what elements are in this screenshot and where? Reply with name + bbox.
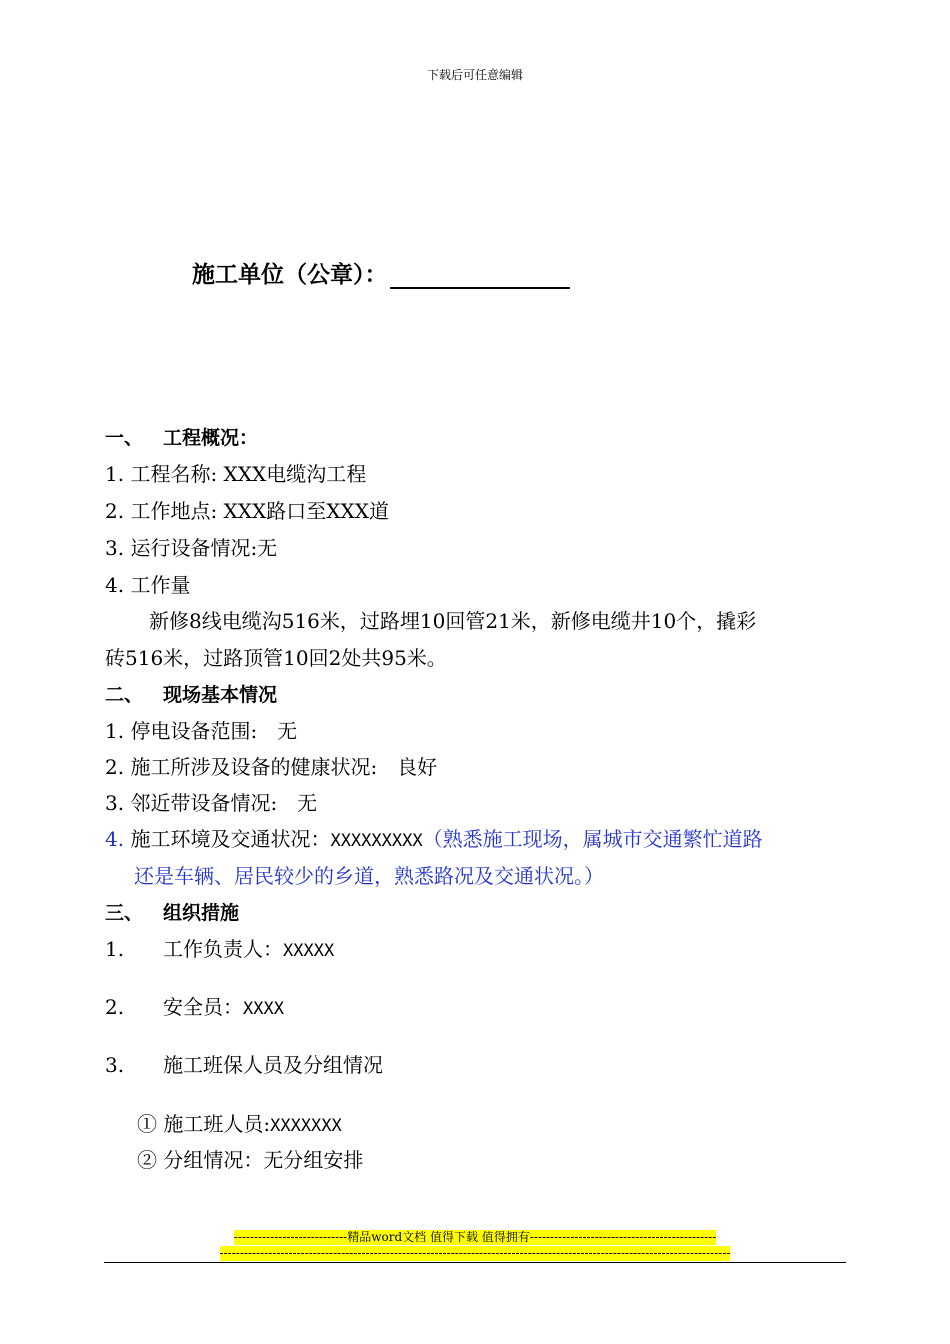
sub-value: XXXXXXX — [270, 1116, 342, 1136]
item-label: 工作负责人： — [163, 937, 283, 961]
item-number: 2. — [105, 995, 125, 1019]
item-note: （熟悉施工现场，属城市交通繁忙道路 — [422, 827, 763, 851]
item-value: XXXX — [243, 999, 284, 1019]
item-number: 3. — [105, 1053, 125, 1077]
section-number: 二、 — [105, 684, 144, 706]
footer-banner-text: ----------------------------精品word文档 值得下载 值得拥有---------------------------------------------- — [233, 1230, 717, 1244]
overview-item-running-equipment: 3. 运行设备情况:无 — [105, 536, 278, 560]
site-item-environment-traffic — [105, 825, 763, 855]
overview-item-location: 2. 工作地点: XXX路口至XXX道 — [105, 499, 389, 523]
footer-rule — [104, 1262, 846, 1263]
sub-label: ① 施工班人员: — [137, 1112, 271, 1136]
item-label: 安全员： — [163, 995, 243, 1019]
workload-description-line2: 砖516米，过路顶管10回2处共95米。 — [105, 646, 447, 670]
org-sub-grouping: ② 分组情况：无分组安排 — [137, 1148, 364, 1172]
site-item-equipment-health: 2. 施工所涉及设备的健康状况: 良好 — [105, 755, 438, 779]
org-item-work-leader — [105, 935, 334, 965]
seal-blank-underline — [390, 260, 570, 289]
site-item-environment-note-line2: 还是车辆、居民较少的乡道，熟悉路况及交通状况。） — [134, 864, 604, 888]
workload-description-line1: 新修8线电缆沟516米，过路埋10回管21米，新修电缆井10个，撬彩 — [149, 609, 757, 633]
construction-unit-label: 施工单位（公章）： — [192, 262, 388, 288]
section-heading-overview — [105, 424, 258, 452]
footer-banner-line2 — [0, 1246, 950, 1261]
item-number: 1. — [105, 937, 125, 961]
item-value: XXXXX — [283, 941, 335, 961]
section-heading-organization — [105, 899, 239, 927]
section-title: 工程概况： — [163, 427, 259, 449]
org-item-safety-officer — [105, 993, 284, 1023]
overview-item-workload: 4. 工作量 — [105, 573, 191, 597]
footer-banner-line1 — [0, 1230, 950, 1245]
section-title: 现场基本情况 — [163, 684, 278, 706]
site-item-adjacent-live-equipment: 3. 邻近带设备情况: 无 — [105, 791, 318, 815]
section-number: 一、 — [105, 427, 144, 449]
item-label: 施工班保人员及分组情况 — [163, 1053, 383, 1077]
overview-item-project-name: 1. 工程名称: XXX电缆沟工程 — [105, 462, 367, 486]
item-value: XXXXXXXXX — [330, 831, 423, 851]
section-heading-site-conditions — [105, 681, 277, 709]
section-number: 三、 — [105, 902, 144, 924]
org-sub-crew-members — [137, 1110, 342, 1140]
footer-banner-dashes: ------------------------------------------------------------------------------------------------------------------------------ — [219, 1246, 731, 1260]
item-number: 4. — [105, 827, 125, 851]
header-note: 下载后可任意编辑 — [426, 68, 523, 82]
section-title: 组织措施 — [163, 902, 240, 924]
site-item-outage-scope: 1. 停电设备范围: 无 — [105, 719, 298, 743]
construction-unit-seal-line — [192, 256, 570, 289]
org-item-crew-grouping — [105, 1051, 383, 1079]
item-label: 施工环境及交通状况： — [130, 827, 331, 851]
